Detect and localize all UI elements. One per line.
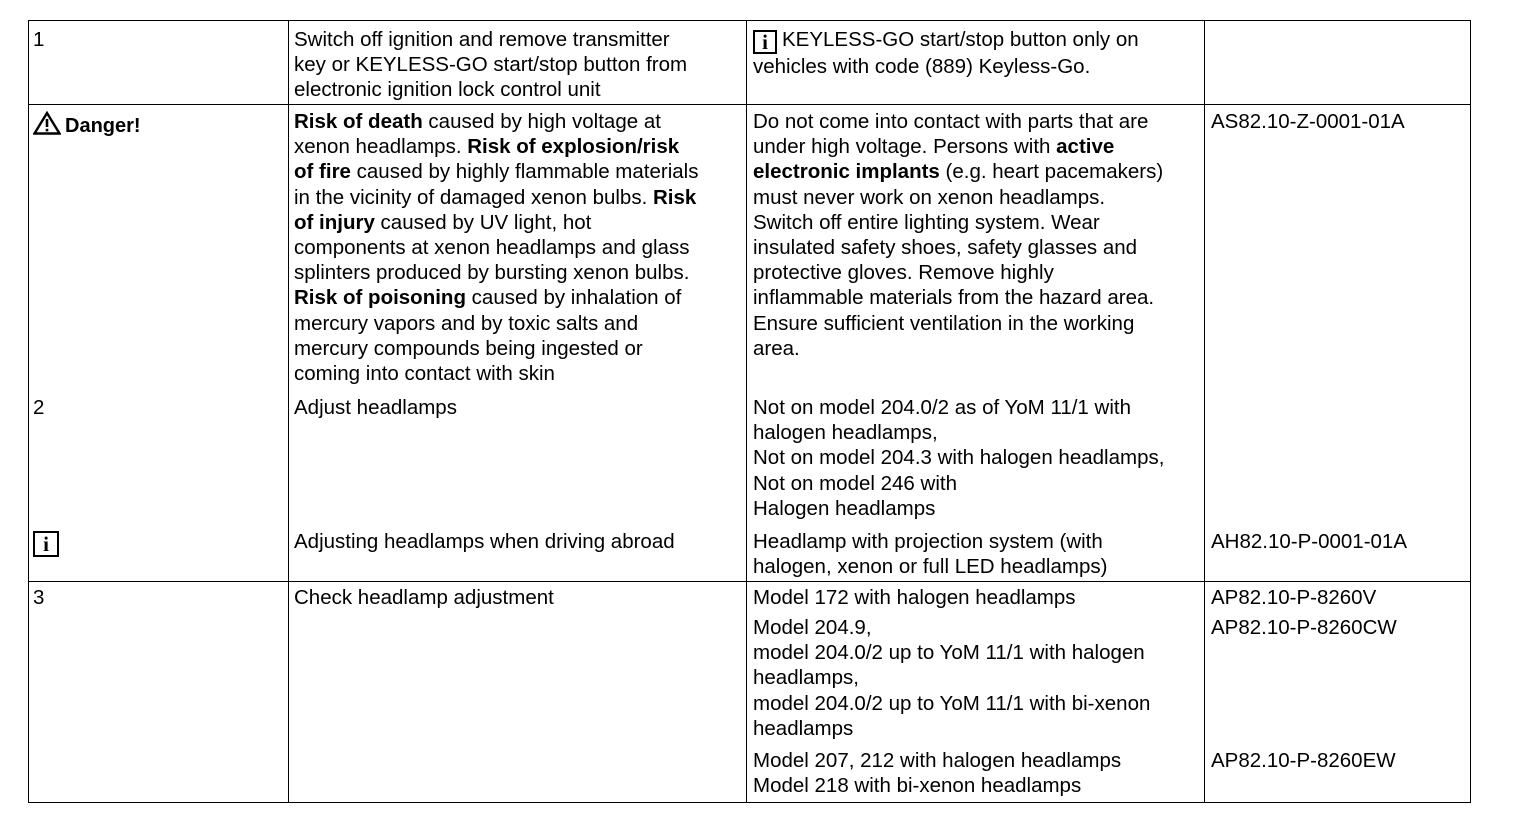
column-divider (1204, 20, 1205, 803)
info-icon: i (753, 30, 777, 54)
step-action: Check headlamp adjustment (294, 586, 554, 609)
document-reference[interactable]: AS82.10-Z-0001-01A (1211, 110, 1405, 133)
danger-precautions: Do not come into contact with parts that are under high voltage. Persons with active electronic implants (e.g. heart pacemakers) must never work on xenon headlamps. Switch off entire lighting system. Wear insulated safety shoes, safety glasses and protective gloves. Remove highly inflammable materials from the hazard area. Ensure sufficient ventilation in the working area. (753, 110, 1164, 360)
step-note: i KEYLESS-GO start/stop button only on vehicles with code (889) Keyless-Go. (753, 28, 1139, 78)
info-marker (33, 529, 64, 557)
danger-label: Danger! (33, 111, 141, 141)
step-note: Model 207, 212 with halogen headlamps Model 218 with bi-xenon headlamps (753, 749, 1122, 798)
info-note: Headlamp with projection system (with halogen, xenon or full LED headlamps) (753, 530, 1108, 579)
info-action: Adjusting headlamps when driving abroad (294, 530, 675, 553)
step-note: Model 172 with halogen headlamps (753, 586, 1076, 609)
step-note: Model 204.9, model 204.0/2 up to YoM 11/1 with halogen headlamps, model 204.0/2 up to YoM 11/1 with bi-xenon headlamps (753, 616, 1151, 740)
step-number: 1 (33, 28, 45, 51)
column-divider (746, 20, 747, 803)
step-action: Adjust headlamps (294, 396, 457, 419)
row-divider (28, 104, 1471, 105)
document-reference[interactable]: AP82.10-P-8260EW (1211, 749, 1396, 772)
step-number: 2 (33, 396, 45, 419)
danger-risks: Risk of death caused by high voltage at xenon headlamps. Risk of explosion/risk of fire caused by highly flammable materials in the vicinity of damaged xenon bulbs. Risk of injury caused by UV light, hot components at xenon headlamps and glass splinters produced by bursting xenon bulbs. Risk of poisoning caused by inhalation of mercury vapors and by toxic salts and mercury compounds being ingested or coming into contact with skin (294, 110, 699, 386)
warning-triangle-icon (33, 111, 61, 141)
step-note: Not on model 204.0/2 as of YoM 11/1 with halogen headlamps, Not on model 204.3 with halogen headlamps, Not on model 246 with Halogen headlamps (753, 396, 1165, 520)
procedure-table (28, 20, 1471, 803)
info-icon: i (33, 531, 59, 557)
step-number: 3 (33, 586, 45, 609)
row-divider (28, 581, 1471, 582)
document-reference[interactable]: AP82.10-P-8260CW (1211, 616, 1397, 639)
step-action: Switch off ignition and remove transmitter key or KEYLESS-GO start/stop button from electronic ignition lock control unit (294, 28, 688, 102)
column-divider (288, 20, 289, 803)
document-reference[interactable]: AP82.10-P-8260V (1211, 586, 1377, 609)
document-reference[interactable]: AH82.10-P-0001-01A (1211, 530, 1408, 553)
